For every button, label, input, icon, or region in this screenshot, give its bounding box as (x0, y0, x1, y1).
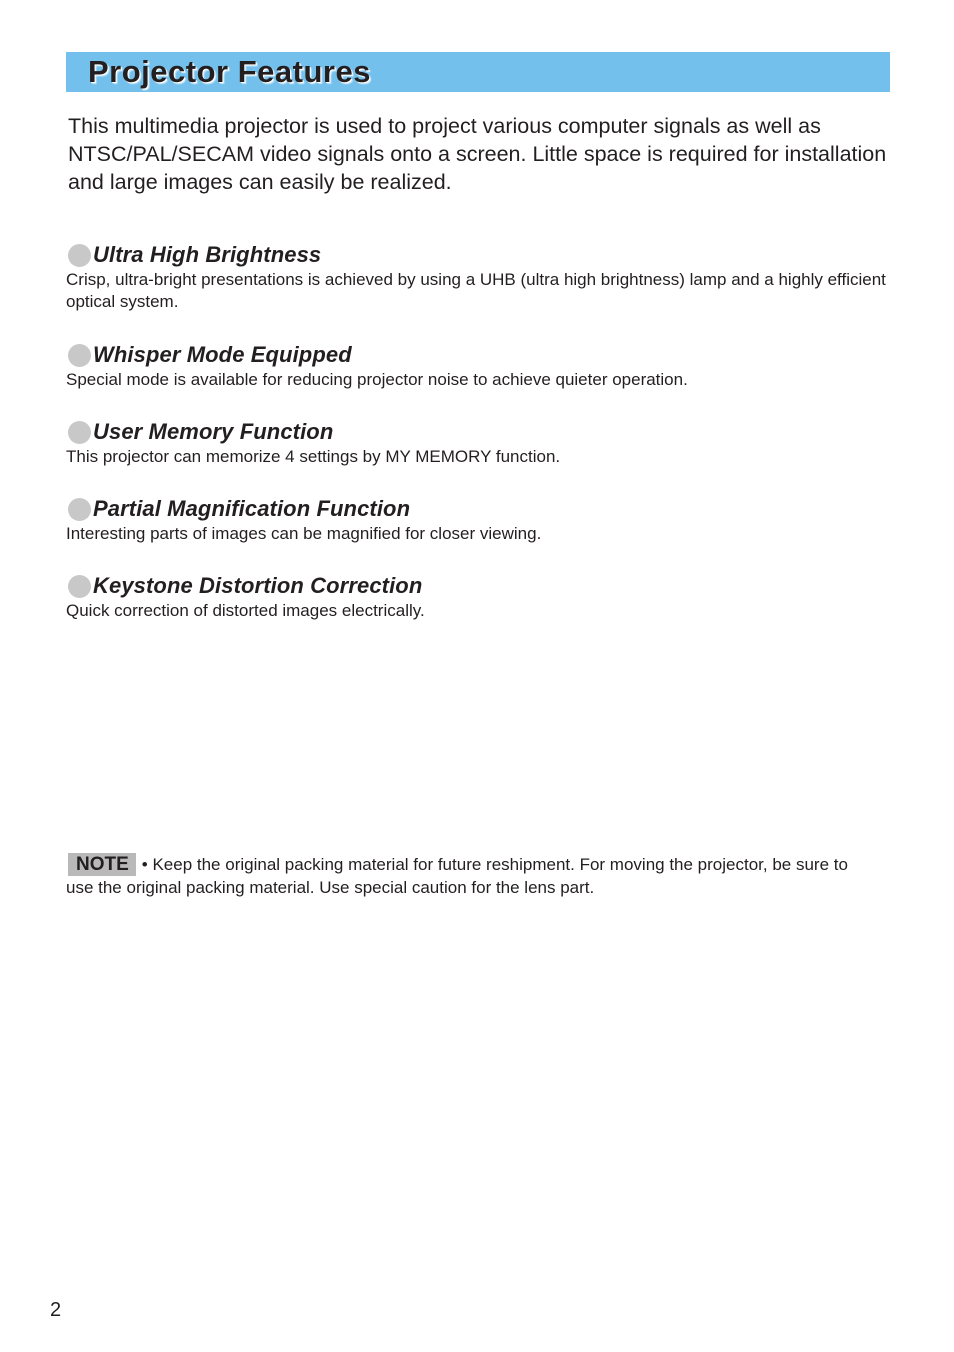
bullet-icon (68, 244, 91, 267)
page-number: 2 (50, 1299, 62, 1321)
feature-keystone-correction (66, 572, 906, 622)
title-bar (66, 52, 890, 92)
feature-description: Quick correction of distorted images electrically. (66, 601, 425, 620)
feature-title: User Memory Function (93, 419, 334, 444)
feature-description: Crisp, ultra-bright presentations is achieved by using a UHB (ultra high brightness) lamp and a highly efficient optical system. (66, 270, 886, 311)
feature-title: Ultra High Brightness (93, 242, 322, 267)
feature-heading (66, 241, 906, 269)
feature-title: Keystone Distortion Correction (93, 573, 423, 598)
feature-user-memory (66, 418, 906, 468)
feature-whisper-mode (66, 341, 906, 391)
feature-description: This projector can memorize 4 settings by MY MEMORY function. (66, 447, 561, 466)
bullet-icon (68, 575, 91, 598)
bullet-icon (68, 344, 91, 367)
feature-partial-magnification (66, 495, 906, 545)
feature-heading (66, 341, 906, 369)
feature-description: Special mode is available for reducing projector noise to achieve quieter operation. (66, 370, 688, 389)
feature-heading (66, 495, 906, 523)
bullet-icon (68, 421, 91, 444)
note-badge: NOTE (68, 853, 136, 876)
intro-paragraph: This multimedia projector is used to project various computer signals as well as NTSC/PAL/SECAM video signals onto a screen. Little space is required for installation and large images can easily be realized. (68, 114, 887, 194)
feature-title: Whisper Mode Equipped (93, 342, 352, 367)
page-title: Projector Features (88, 54, 371, 89)
bullet-icon (68, 498, 91, 521)
note-block (66, 853, 876, 899)
feature-ultra-high-brightness (66, 241, 906, 313)
feature-heading (66, 418, 906, 446)
note-text: • Keep the original packing material for future reshipment. For moving the projector, be sure to use the original packing material. Use special caution for the lens part. (66, 855, 848, 897)
feature-title: Partial Magnification Function (93, 496, 411, 521)
feature-description: Interesting parts of images can be magnified for closer viewing. (66, 524, 542, 543)
feature-heading (66, 572, 906, 600)
